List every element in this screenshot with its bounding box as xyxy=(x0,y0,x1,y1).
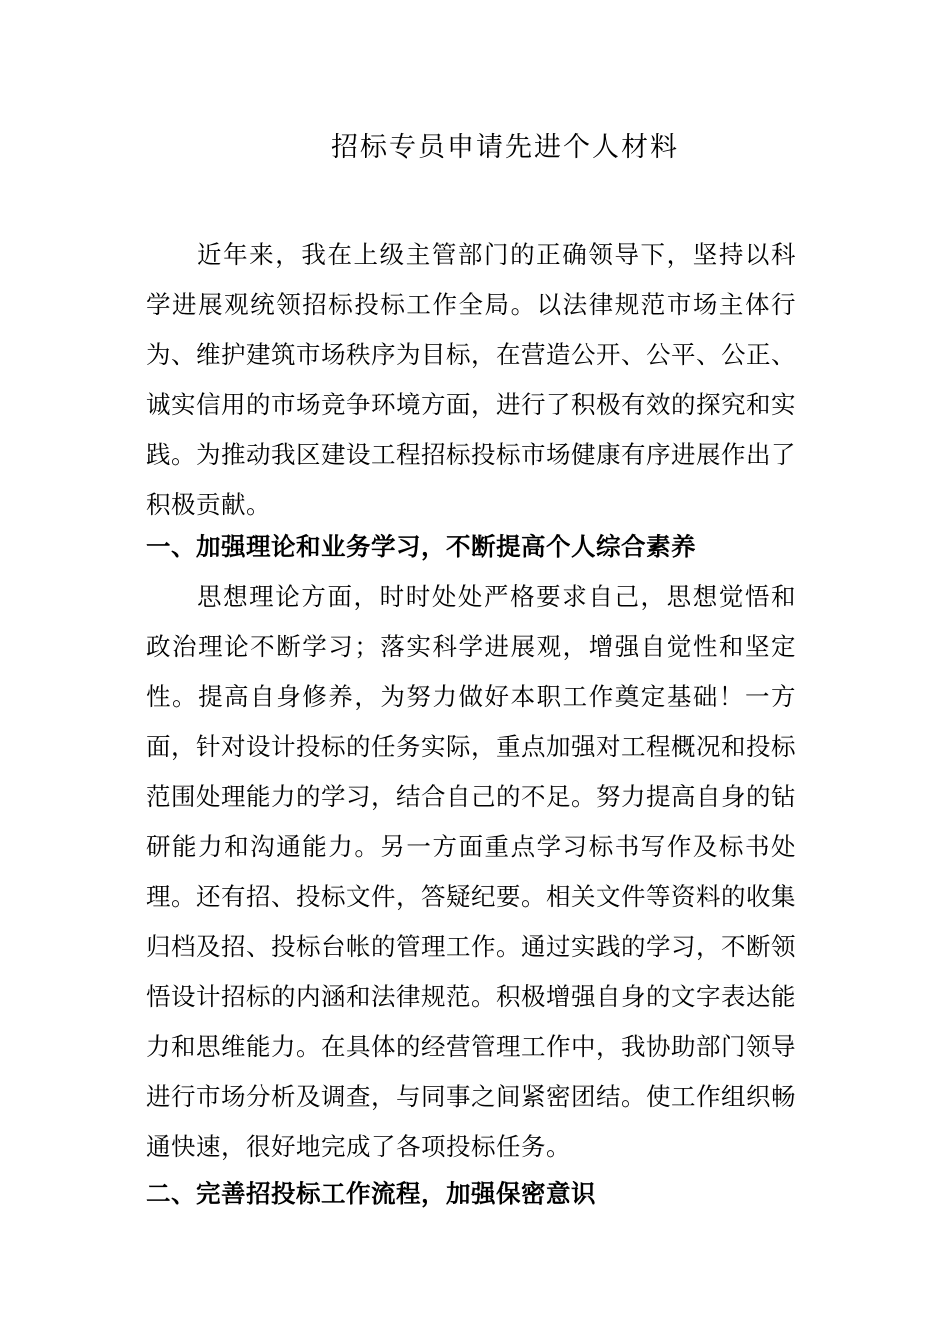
section-1-body-block xyxy=(146,572,796,1172)
section-1 xyxy=(146,522,796,572)
section-1-heading: 一、加强理论和业务学习，不断提高个人综合素养 xyxy=(146,532,696,561)
section-1-paragraph: 思想理论方面，时时处处严格要求自己，思想觉悟和政治理论不断学习；落实科学进展观，增强自觉性和坚定性。提高自身修养，为努力做好本职工作奠定基础！一方面，针对设计投标的任务实际，重点加强对工程概况和投标范围处理能力的学习，结合自己的不足。努力提高自身的钻研能力和沟通能力。另一方面重点学习标书写作及标书处理。还有招、投标文件，答疑纪要。相关文件等资料的收集归档及招、投标台帐的管理工作。通过实践的学习，不断领悟设计招标的内涵和法律规范。积极增强自身的文字表达能力和思维能力。在具体的经营管理工作中，我协助部门领导进行市场分析及调查，与同事之间紧密团结。使工作组织畅通快速，很好地完成了各项投标任务。 xyxy=(146,582,796,1161)
document-title: 招标专员申请先进个人材料 xyxy=(331,132,679,163)
section-2-heading: 二、完善招投标工作流程，加强保密意识 xyxy=(146,1179,596,1208)
section-2 xyxy=(146,1169,796,1219)
intro-paragraph: 近年来，我在上级主管部门的正确领导下，坚持以科学进展观统领招标投标工作全局。以法律规范市场主体行为、维护建筑市场秩序为目标，在营造公开、公平、公正、诚实信用的市场竞争环境方面，进行了积极有效的探究和实践。为推动我区建设工程招标投标市场健康有序进展作出了积极贡献。 xyxy=(146,240,796,519)
intro-block xyxy=(146,230,796,530)
